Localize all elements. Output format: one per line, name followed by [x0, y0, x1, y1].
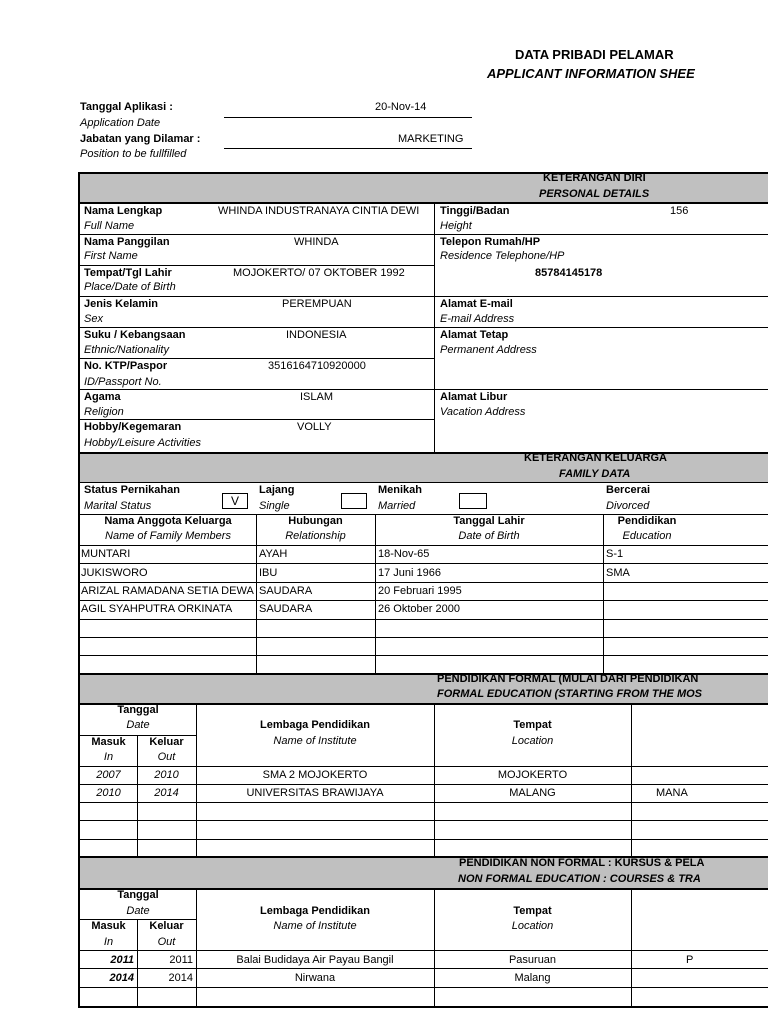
hobby-value: VOLLY [297, 421, 332, 433]
col-dob-header-en: Date of Birth [458, 530, 520, 542]
married-checkbox[interactable] [341, 493, 367, 509]
id-label-en: ID/Passport No. [84, 376, 162, 388]
divider [80, 987, 768, 988]
nonformal-institute-label-en: Name of Institute [273, 920, 357, 932]
divider [434, 296, 768, 297]
divider [434, 327, 768, 328]
divider [80, 582, 768, 583]
divider [80, 545, 768, 546]
divider [80, 655, 768, 656]
divider [434, 204, 435, 452]
formal-institute-label-en: Name of Institute [273, 735, 357, 747]
divorced-label: Bercerai [606, 484, 651, 496]
divider [78, 202, 768, 204]
sex-label-en: Sex [84, 313, 103, 325]
nationality-value: INDONESIA [286, 329, 347, 341]
divider [78, 172, 768, 174]
formal-in: 2007 [96, 769, 121, 781]
formal-in-label-en: In [103, 751, 114, 763]
position-label: Jabatan yang Dilamar : [80, 133, 201, 145]
marital-label-en: Marital Status [84, 500, 152, 512]
full-name-label: Nama Lengkap [84, 205, 163, 217]
family-member-relationship: SAUDARA [259, 603, 313, 615]
divider [80, 563, 768, 564]
formal-location-label-en: Location [511, 735, 554, 747]
email-label-en: E-mail Address [440, 313, 515, 325]
family-header-en: FAMILY DATA [559, 468, 631, 480]
formal-out: 2014 [154, 787, 179, 799]
divorced-checkbox[interactable] [459, 493, 487, 509]
application-date-label-en: Application Date [80, 117, 161, 129]
first-name-value: WHINDA [294, 236, 339, 248]
divider [80, 839, 768, 840]
full-name-label-en: Full Name [84, 220, 135, 232]
address-label: Alamat Tetap [440, 329, 509, 341]
nonformal-out-label-en: Out [157, 936, 176, 948]
sex-label: Jenis Kelamin [84, 298, 158, 310]
nonformal-location-label: Tempat [513, 905, 552, 917]
nonformal-extra: P [686, 954, 694, 966]
page-subtitle: APPLICANT INFORMATION SHEE [487, 66, 695, 81]
marital-label: Status Pernikahan [84, 484, 180, 496]
family-member-dob: 17 Juni 1966 [378, 567, 441, 579]
divider [80, 296, 434, 297]
single-checkbox[interactable] [222, 493, 248, 509]
married-label: Menikah [378, 484, 423, 496]
divider [80, 802, 768, 803]
divider [80, 265, 434, 266]
nonformal-date-label-en: Date [126, 905, 150, 917]
divider [631, 890, 632, 1007]
col-education-header-en: Education [622, 530, 672, 542]
divider [80, 600, 768, 601]
birth-value: MOJOKERTO/ 07 OKTOBER 1992 [233, 267, 405, 279]
nonformal-in-label: Masuk [91, 920, 126, 932]
personal-section-header [80, 172, 768, 203]
single-label: Lajang [259, 484, 295, 496]
divider [80, 766, 768, 767]
divider [80, 637, 768, 638]
family-member-relationship: AYAH [259, 548, 288, 560]
religion-value: ISLAM [300, 391, 334, 403]
married-label-en: Married [378, 500, 416, 512]
col-education-header: Pendidikan [617, 515, 677, 527]
formal-institute-label: Lembaga Pendidikan [259, 719, 371, 731]
family-member-name: JUKISWORO [81, 567, 148, 579]
nonformal-location: Malang [514, 972, 551, 984]
family-header: KETERANGAN KELUARGA [524, 452, 667, 464]
height-label: Tinggi/Badan [440, 205, 510, 217]
hobby-label-en: Hobby/Leisure Activities [84, 437, 201, 449]
family-member-relationship: IBU [259, 567, 278, 579]
col-name-header-en: Name of Family Members [105, 530, 231, 542]
formal-institute: SMA 2 MOJOKERTO [262, 769, 368, 781]
application-date-label: Tanggal Aplikasi : [80, 101, 173, 113]
nonformal-header: PENDIDIKAN NON FORMAL : KURSUS & PELA [459, 857, 705, 869]
underline [224, 148, 472, 149]
family-member-dob: 20 Februari 1995 [378, 585, 462, 597]
first-name-label: Nama Panggilan [84, 236, 170, 248]
formal-out: 2010 [154, 769, 179, 781]
nonformal-institute: Balai Budidaya Air Payau Bangil [236, 954, 394, 966]
divorced-label-en: Divorced [606, 500, 650, 512]
position-label-en: Position to be fullfilled [80, 148, 187, 160]
divider [80, 968, 768, 969]
frame-bottom-border [78, 1006, 768, 1008]
nonformal-location-label-en: Location [511, 920, 554, 932]
email-label: Alamat E-mail [440, 298, 513, 310]
id-value: 3516164710920000 [268, 360, 366, 372]
col-dob-header: Tanggal Lahir [453, 515, 525, 527]
formal-in-label: Masuk [91, 736, 126, 748]
phone-label-en: Residence Telephone/HP [440, 250, 565, 262]
formal-location: MALANG [509, 787, 556, 799]
family-member-education: S-1 [606, 548, 624, 560]
religion-label-en: Religion [84, 406, 124, 418]
formal-out-label: Keluar [149, 736, 184, 748]
phone-label: Telepon Rumah/HP [440, 236, 541, 248]
nonformal-out: 2014 [168, 972, 193, 984]
divider [434, 234, 768, 235]
nonformal-institute: Nirwana [294, 972, 336, 984]
formal-date-label: Tanggal [117, 704, 159, 716]
nonformal-out-label: Keluar [149, 920, 184, 932]
id-label: No. KTP/Paspor [84, 360, 168, 372]
family-member-relationship: SAUDARA [259, 585, 313, 597]
col-relationship-header-en: Relationship [285, 530, 346, 542]
nonformal-location: Pasuruan [508, 954, 557, 966]
formal-major: MANA [656, 787, 688, 799]
application-date-value: 20-Nov-14 [375, 101, 427, 113]
divider [80, 358, 434, 359]
divider [631, 705, 632, 857]
page-title: DATA PRIBADI PELAMAR [515, 47, 674, 62]
formal-out-label-en: Out [157, 751, 176, 763]
divider [80, 419, 434, 420]
family-member-dob: 26 Oktober 2000 [378, 603, 460, 615]
religion-label: Agama [84, 391, 121, 403]
hobby-label: Hobby/Kegemaran [84, 421, 182, 433]
vacation-label-en: Vacation Address [440, 406, 526, 418]
sex-value: PEREMPUAN [282, 298, 352, 310]
first-name-label-en: First Name [84, 250, 138, 262]
full-name-value: WHINDA INDUSTRANAYA CINTIA DEWI [218, 205, 420, 217]
underline [224, 117, 472, 118]
phone-value: 85784145178 [535, 267, 603, 279]
formal-header: PENDIDIKAN FORMAL (MULAI DARI PENDIDIKAN [437, 673, 699, 685]
position-value: MARKETING [398, 133, 464, 145]
divider [80, 619, 768, 620]
vacation-label: Alamat Libur [440, 391, 508, 403]
birth-label: Tempat/Tgl Lahir [84, 267, 172, 279]
address-label-en: Permanent Address [440, 344, 537, 356]
col-relationship-header: Hubungan [288, 515, 343, 527]
formal-in: 2010 [96, 787, 121, 799]
personal-header: KETERANGAN DIRI [543, 172, 646, 184]
nonformal-date-label: Tanggal [117, 889, 159, 901]
nationality-label-en: Ethnic/Nationality [84, 344, 169, 356]
formal-location-label: Tempat [513, 719, 552, 731]
formal-location: MOJOKERTO [497, 769, 568, 781]
nationality-label: Suku / Kebangsaan [84, 329, 186, 341]
divider [78, 482, 768, 483]
family-member-name: MUNTARI [81, 548, 131, 560]
divider [80, 784, 768, 785]
family-member-education: SMA [606, 567, 630, 579]
formal-institute: UNIVERSITAS BRAWIJAYA [246, 787, 384, 799]
single-check-mark: V [230, 494, 239, 508]
divider [434, 389, 768, 390]
formal-header-en: FORMAL EDUCATION (STARTING FROM THE MOS [437, 688, 703, 700]
birth-label-en: Place/Date of Birth [84, 281, 176, 293]
single-label-en: Single [259, 500, 290, 512]
nonformal-institute-label: Lembaga Pendidikan [259, 905, 371, 917]
divider [80, 820, 768, 821]
nonformal-in: 2011 [110, 954, 134, 966]
divider [80, 389, 434, 390]
divider [80, 327, 434, 328]
personal-header-en: PERSONAL DETAILS [539, 188, 650, 200]
nonformal-in: 2014 [109, 972, 134, 984]
height-label-en: Height [440, 220, 472, 232]
nonformal-in-label-en: In [103, 936, 114, 948]
family-member-name: ARIZAL RAMADANA SETIA DEWA [81, 585, 254, 597]
nonformal-out: 2011 [169, 954, 193, 966]
nonformal-header-en: NON FORMAL EDUCATION : COURSES & TRA [458, 873, 701, 885]
divider [80, 234, 434, 235]
family-member-dob: 18-Nov-65 [378, 548, 430, 560]
family-member-name: AGIL SYAHPUTRA ORKINATA [81, 603, 233, 615]
formal-date-label-en: Date [126, 719, 150, 731]
divider [80, 950, 768, 951]
col-name-header: Nama Anggota Keluarga [104, 515, 232, 527]
height-value: 156 [670, 205, 689, 217]
